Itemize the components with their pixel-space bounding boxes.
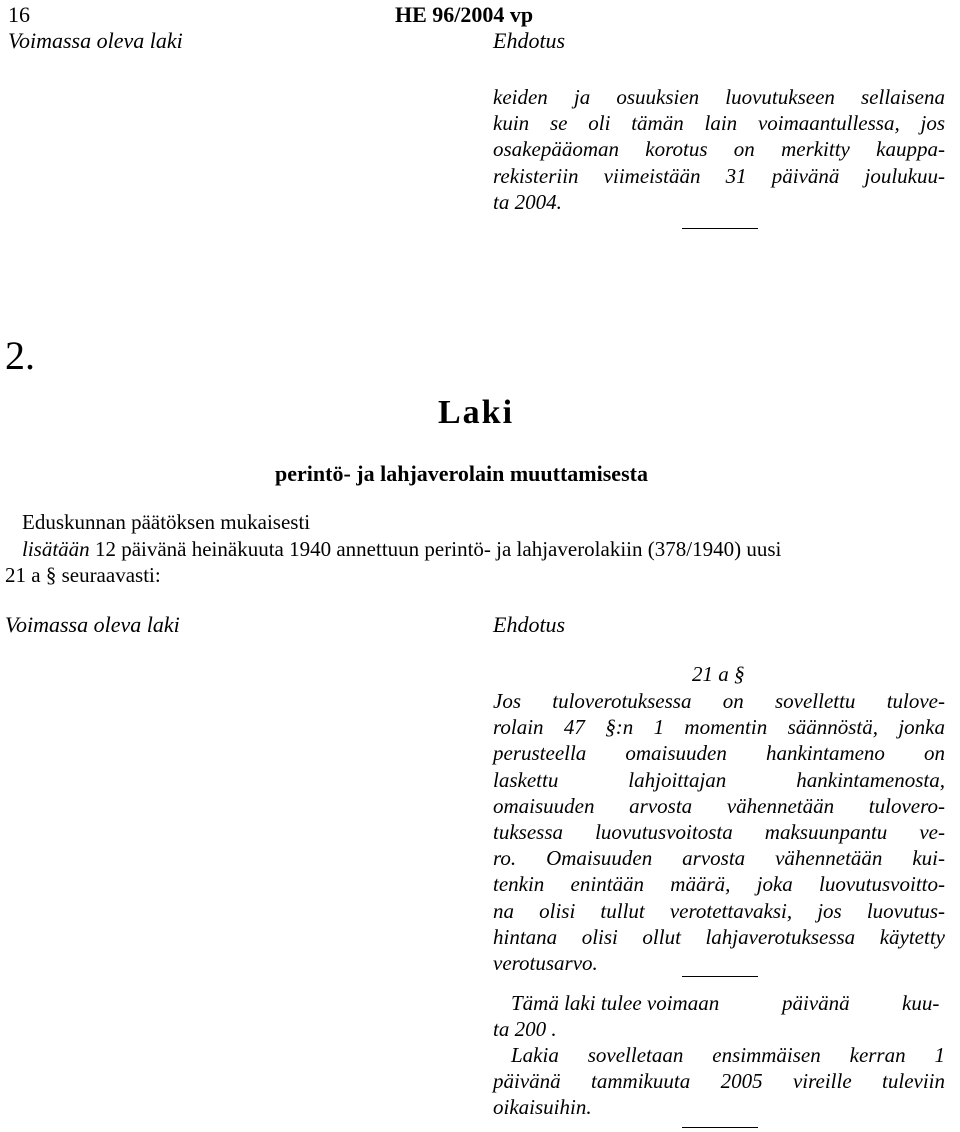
entry-into-force-text: Tämä laki tulee voimaan [511,991,720,1015]
text-line: laskettu lahjoittajan hankintamenosta, [493,767,945,792]
amendment-verb: lisätään [22,537,90,561]
enacting-clause-line [22,537,781,562]
section-heading: 21 a § [692,662,745,686]
text-line: verotusarvo. [493,951,598,976]
section-divider [682,228,758,229]
text-line: ro. Omaisuuden arvosta vähennetään kui- [493,846,945,871]
text-line: kuin se oli tämän lain voimaantullessa, jos [493,111,945,136]
law-subtitle: perintö- ja lahjaverolain muuttamisesta [275,461,648,486]
header-column-left: Voimassa oleva laki [8,28,183,53]
section-divider [682,1127,758,1128]
text-line: hintana olisi ollut lahjaverotuksessa käytetty [493,924,945,949]
entry-into-force-text: kuu- [902,991,940,1015]
text-line: omaisuuden arvosta vähennetään tulovero- [493,793,945,818]
law-number: 2. [5,333,35,378]
text-line: rolain 47 §:n 1 momentin säännöstä, jonka [493,715,945,740]
amendment-text: 12 päivänä heinäkuuta 1940 annettuun perintö- ja lahjaverolakiin (378/1940) uusi [89,537,782,561]
section-divider [682,976,758,977]
entry-into-force-text: ta 200 . [493,1017,557,1041]
enacting-clause-line: 21 a § seuraavasti: [5,563,161,587]
text-line: keiden ja osuuksien luovutukseen sellaisena [493,85,945,109]
application-text: päivänä tammikuuta 2005 vireille tuleviin [493,1069,945,1093]
section-body [493,688,945,976]
page-number: 16 [8,2,30,27]
text-line: na olisi tullut verotettavaksi, jos luovutus- [493,898,945,923]
law-title: Laki [438,394,515,431]
header-column-right: Ehdotus [493,28,566,53]
column-heading-proposal: Ehdotus [493,612,566,637]
text-line: rekisteriin viimeistään 31 päivänä joulukuu- [493,163,945,188]
application-text: Lakia sovelletaan ensimmäisen kerran 1 [511,1043,945,1067]
column-heading-current-law: Voimassa oleva laki [5,612,180,637]
application-text: oikaisuihin. [493,1095,592,1119]
entry-into-force-text: päivänä [782,991,850,1015]
previous-section-text [493,84,945,215]
text-line: ta 2004. [493,189,562,214]
text-line: Jos tuloverotuksessa on sovellettu tulove- [493,689,945,713]
text-line: tenkin enintään määrä, joka luovutusvoitto- [493,872,945,897]
text-line: perusteella omaisuuden hankintameno on [493,741,945,766]
text-line: tuksessa luovutusvoitosta maksuunpantu ve- [493,820,945,845]
enacting-clause: Eduskunnan päätöksen mukaisesti [22,510,311,534]
text-line: osakepääoman korotus on merkitty kauppa- [493,137,945,162]
document-id: HE 96/2004 vp [395,2,534,27]
